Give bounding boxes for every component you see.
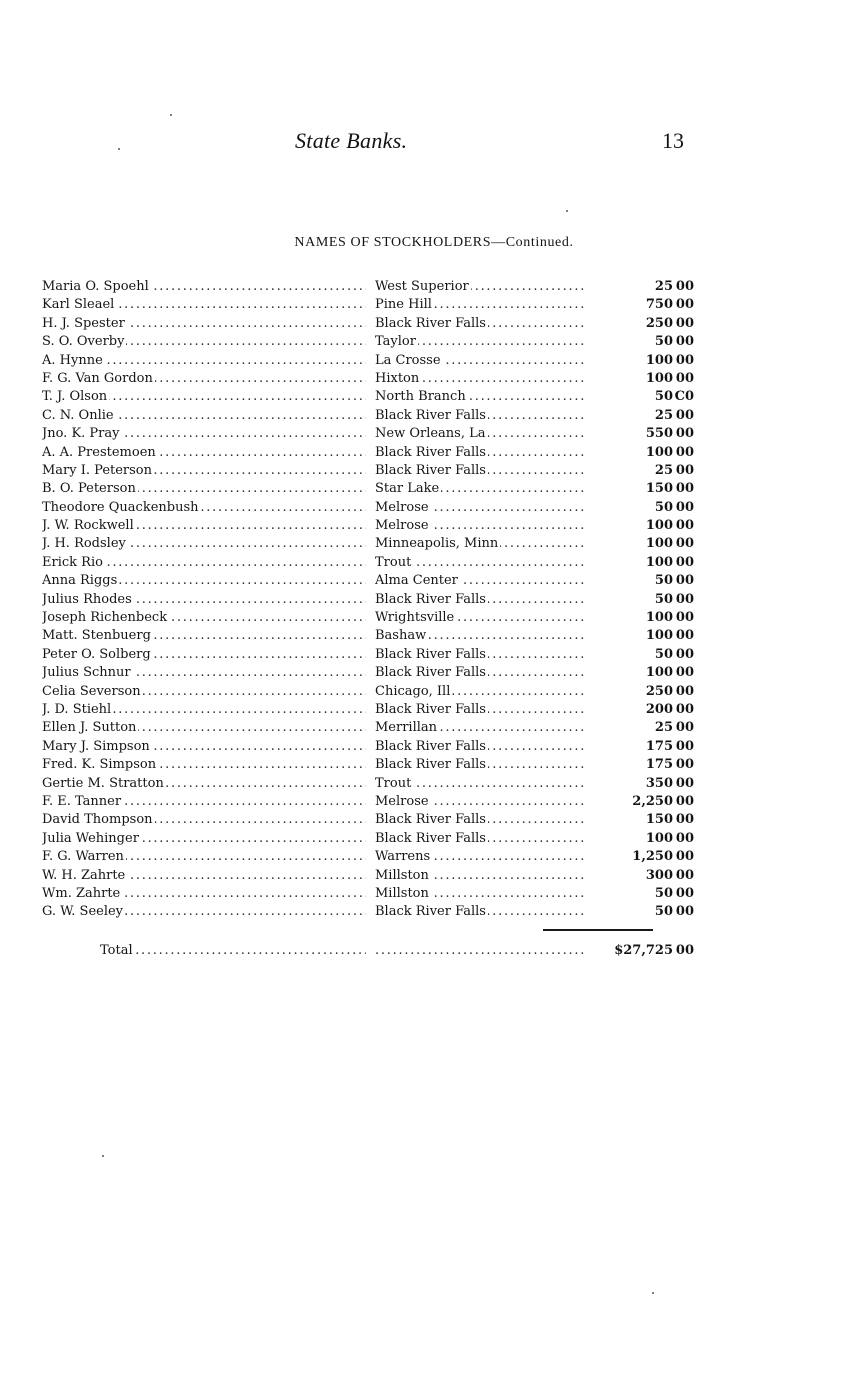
stockholder-place: Melrose xyxy=(375,499,429,515)
stockholder-name: Fred. K. Simpson xyxy=(42,757,157,773)
stockholder-cents: 00 xyxy=(675,646,694,662)
table-row xyxy=(42,517,694,535)
stockholder-place: Millston xyxy=(375,867,429,883)
stockholder-name: Wm. Zahrte xyxy=(42,885,121,901)
stockholder-amount: 250 xyxy=(645,683,673,699)
stockholder-name: A. A. Prestemoen xyxy=(42,444,156,460)
stockholder-cents: 00 xyxy=(675,499,694,515)
leader-dots xyxy=(375,942,585,960)
table-row xyxy=(42,333,694,351)
stockholder-amount: 200 xyxy=(645,701,673,717)
stockholder-cents: 00 xyxy=(675,481,694,497)
section-heading: NAMES OF STOCKHOLDERS—Continued. xyxy=(294,235,574,250)
stockholder-name: C. N. Onlie xyxy=(42,407,114,423)
stockholder-amount: 50 xyxy=(654,573,673,589)
table-row xyxy=(42,591,694,609)
stockholder-place: West Superior xyxy=(375,279,469,294)
stockholder-place: Warrens xyxy=(375,849,431,865)
stockholder-name: Erick Rio xyxy=(42,554,103,570)
stockholder-amount: 50 xyxy=(654,389,673,405)
stockholders-table xyxy=(42,278,694,922)
stockholder-amount: 350 xyxy=(645,775,673,791)
stockholder-place: Black River Falls xyxy=(375,665,486,681)
stockholder-place: Melrose xyxy=(375,518,429,534)
paper-speck xyxy=(102,1155,104,1157)
stockholder-cents: 00 xyxy=(675,518,694,534)
stockholder-amount: 100 xyxy=(645,554,673,570)
stockholder-cents: 00 xyxy=(675,793,694,809)
stockholder-place: Pine Hill xyxy=(375,297,432,313)
stockholder-name: Gertie M. Stratton xyxy=(42,775,164,791)
table-row xyxy=(42,370,694,388)
stockholder-place: Wrightsville xyxy=(375,610,455,626)
table-row xyxy=(42,609,694,627)
stockholder-amount: 2,250 xyxy=(632,793,673,809)
stockholder-name: Joseph Richenbeck xyxy=(42,610,168,626)
table-row xyxy=(42,848,694,866)
stockholder-cents: 00 xyxy=(675,536,694,552)
stockholder-cents: 00 xyxy=(675,279,694,294)
stockholder-name: Theodore Quackenbush xyxy=(42,499,199,515)
stockholder-cents: 00 xyxy=(675,757,694,773)
stockholder-place: La Crosse xyxy=(375,352,441,368)
total-label: Total xyxy=(100,943,133,958)
stockholder-name: Peter O. Solberg xyxy=(42,646,151,662)
table-row xyxy=(42,425,694,443)
stockholder-cents: 00 xyxy=(675,315,694,331)
table-row xyxy=(42,885,694,903)
stockholder-cents: 00 xyxy=(675,573,694,589)
stockholder-name: Celia Severson xyxy=(42,683,141,699)
stockholder-name: Matt. Stenbuerg xyxy=(42,628,151,644)
running-title: State Banks. xyxy=(295,128,408,153)
table-row xyxy=(42,315,694,333)
stockholder-name: A. Hynne xyxy=(42,352,103,368)
stockholder-place: Black River Falls xyxy=(375,812,486,828)
stockholder-amount: 100 xyxy=(645,352,673,368)
stockholder-name: W. H. Zahrte xyxy=(42,867,126,883)
stockholder-cents: 00 xyxy=(675,407,694,423)
stockholder-name: F. G. Warren xyxy=(42,849,124,865)
stockholder-amount: 50 xyxy=(654,499,673,515)
stockholder-amount: 25 xyxy=(654,407,673,423)
stockholder-amount: 1,250 xyxy=(632,849,673,865)
stockholder-place: Merrillan xyxy=(375,720,438,736)
table-row xyxy=(42,535,694,553)
table-row xyxy=(42,664,694,682)
table-row xyxy=(42,830,694,848)
stockholder-cents: 00 xyxy=(675,701,694,717)
stockholder-amount: 100 xyxy=(645,536,673,552)
stockholder-amount: 50 xyxy=(654,646,673,662)
table-row xyxy=(42,480,694,498)
table-row xyxy=(42,407,694,425)
stockholder-place: Millston xyxy=(375,885,429,901)
table-row xyxy=(42,572,694,590)
table-row xyxy=(42,683,694,701)
paper-speck xyxy=(652,1292,654,1294)
stockholder-place: Melrose xyxy=(375,793,429,809)
stockholder-amount: 50 xyxy=(654,591,673,607)
stockholder-amount: 750 xyxy=(645,297,673,313)
stockholder-place: Black River Falls xyxy=(375,646,486,662)
table-row xyxy=(42,903,694,921)
stockholder-amount: 100 xyxy=(645,830,673,846)
stockholder-name: F. E. Tanner xyxy=(42,793,122,809)
stockholder-cents: 00 xyxy=(675,554,694,570)
table-row xyxy=(42,775,694,793)
stockholder-amount: 100 xyxy=(645,628,673,644)
stockholder-place: Black River Falls xyxy=(375,904,486,920)
running-head xyxy=(0,128,862,162)
stockholder-place: Black River Falls xyxy=(375,315,486,331)
table-row xyxy=(42,627,694,645)
stockholder-cents: 00 xyxy=(675,352,694,368)
stockholder-cents: 00 xyxy=(675,426,694,442)
stockholder-amount: 100 xyxy=(645,444,673,460)
stockholder-cents: 00 xyxy=(675,830,694,846)
stockholder-place: Alma Center xyxy=(375,573,458,589)
table-row xyxy=(42,867,694,885)
total-cents: 00 xyxy=(675,943,694,958)
stockholder-place: North Branch xyxy=(375,389,466,405)
stockholder-name: F. G. Van Gordon xyxy=(42,370,153,386)
stockholder-name: Mary I. Peterson xyxy=(42,462,153,478)
table-row xyxy=(42,646,694,664)
stockholder-name: David Thompson xyxy=(42,812,153,828)
table-row xyxy=(42,756,694,774)
stockholder-name: Jno. K. Pray xyxy=(42,426,120,442)
table-row xyxy=(42,554,694,572)
table-row xyxy=(42,499,694,517)
stockholder-cents: 00 xyxy=(675,462,694,478)
stockholder-cents: 00 xyxy=(675,665,694,681)
stockholder-name: Anna Riggs xyxy=(42,573,118,589)
stockholder-place: Minneapolis, Minn xyxy=(375,536,499,552)
table-row xyxy=(42,738,694,756)
stockholder-cents: 00 xyxy=(675,370,694,386)
stockholder-cents: 00 xyxy=(675,904,694,920)
stockholder-name: Julius Schnur xyxy=(42,665,131,681)
stockholder-amount: 100 xyxy=(645,518,673,534)
stockholder-name: J. W. Rockwell xyxy=(42,518,134,534)
stockholder-amount: 25 xyxy=(654,720,673,736)
stockholder-amount: 50 xyxy=(654,904,673,920)
stockholder-place: Black River Falls xyxy=(375,701,486,717)
stockholder-amount: 550 xyxy=(645,426,673,442)
stockholder-cents: 00 xyxy=(675,628,694,644)
stockholder-place: Star Lake xyxy=(375,481,440,497)
stockholder-name: J. D. Stiehl xyxy=(42,701,112,717)
stockholder-place: Black River Falls xyxy=(375,444,486,460)
stockholder-place: Trout xyxy=(375,554,412,570)
stockholder-name: B. O. Peterson xyxy=(42,481,136,497)
stockholder-place: Black River Falls xyxy=(375,591,486,607)
stockholder-amount: 250 xyxy=(645,315,673,331)
stockholder-name: G. W. Seeley xyxy=(42,904,124,920)
stockholder-amount: 300 xyxy=(645,867,673,883)
table-row xyxy=(42,388,694,406)
table-row xyxy=(42,444,694,462)
table-row xyxy=(42,278,694,296)
stockholder-place: Black River Falls xyxy=(375,830,486,846)
stockholder-amount: 150 xyxy=(645,481,673,497)
stockholder-name: Julius Rhodes xyxy=(42,591,132,607)
stockholder-name: Julia Wehinger xyxy=(42,830,139,846)
total-amount: $27,725 xyxy=(614,943,673,958)
table-row xyxy=(42,811,694,829)
stockholder-amount: 175 xyxy=(645,757,673,773)
stockholder-cents: 00 xyxy=(675,297,694,313)
stockholder-cents: 00 xyxy=(675,591,694,607)
stockholder-cents: 00 xyxy=(675,738,694,754)
stockholder-place: Chicago, Ill xyxy=(375,683,451,699)
stockholder-amount: 50 xyxy=(654,334,673,350)
total-row xyxy=(42,942,694,960)
paper-speck xyxy=(566,210,568,212)
stockholder-name: Ellen J. Sutton xyxy=(42,720,137,736)
stockholder-cents: C0 xyxy=(674,389,694,405)
stockholder-cents: 00 xyxy=(675,867,694,883)
stockholder-name: Maria O. Spoehl xyxy=(42,279,149,294)
stockholder-cents: 00 xyxy=(675,885,694,901)
stockholder-amount: 100 xyxy=(645,665,673,681)
table-row xyxy=(42,352,694,370)
stockholder-amount: 150 xyxy=(645,812,673,828)
stockholder-place: Trout xyxy=(375,775,412,791)
stockholder-cents: 00 xyxy=(675,812,694,828)
stockholder-name: Mary J. Simpson xyxy=(42,738,150,754)
table-row xyxy=(42,719,694,737)
stockholder-cents: 00 xyxy=(675,849,694,865)
stockholder-cents: 00 xyxy=(675,610,694,626)
stockholder-place: Taylor xyxy=(375,334,416,350)
stockholder-place: Black River Falls xyxy=(375,407,486,423)
stockholder-cents: 00 xyxy=(675,334,694,350)
stockholder-cents: 00 xyxy=(675,683,694,699)
stockholder-name: J. H. Rodsley xyxy=(42,536,126,552)
stockholder-place: Black River Falls xyxy=(375,462,486,478)
paper-speck xyxy=(170,114,172,116)
stockholder-amount: 175 xyxy=(645,738,673,754)
table-row xyxy=(42,462,694,480)
stockholder-place: Hixton xyxy=(375,370,420,386)
stockholder-place: Black River Falls xyxy=(375,757,486,773)
stockholder-name: T. J. Olson xyxy=(42,389,108,405)
stockholder-name: H. J. Spester xyxy=(42,315,125,331)
table-row xyxy=(42,701,694,719)
paper-speck xyxy=(118,148,120,150)
stockholder-name: Karl Sleael xyxy=(42,297,115,313)
stockholder-place: Bashaw xyxy=(375,628,427,644)
stockholder-cents: 00 xyxy=(675,720,694,736)
table-row xyxy=(42,296,694,314)
stockholder-cents: 00 xyxy=(675,775,694,791)
stockholder-name: S. O. Overby xyxy=(42,334,125,350)
table-row xyxy=(42,793,694,811)
total-rule xyxy=(543,929,653,931)
page-number: 13 xyxy=(662,128,684,153)
stockholder-amount: 50 xyxy=(654,885,673,901)
stockholder-amount: 25 xyxy=(654,462,673,478)
stockholder-cents: 00 xyxy=(675,444,694,460)
stockholder-amount: 100 xyxy=(645,370,673,386)
stockholder-place: New Orleans, La xyxy=(375,426,486,442)
stockholder-amount: 25 xyxy=(654,279,673,294)
stockholder-amount: 100 xyxy=(645,610,673,626)
stockholder-place: Black River Falls xyxy=(375,738,486,754)
